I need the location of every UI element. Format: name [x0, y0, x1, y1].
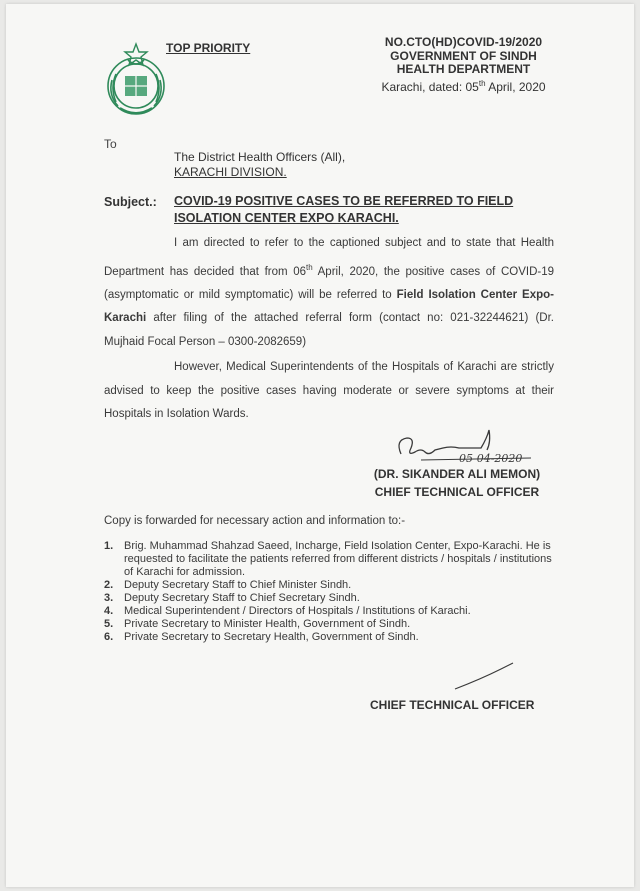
copy-list-item [104, 579, 564, 592]
copy-item-number: 2. [104, 579, 114, 591]
top-priority-label: TOP PRIORITY [166, 41, 251, 55]
letter-page [6, 4, 634, 887]
copy-item-number: 3. [104, 592, 114, 604]
copy-list-item [104, 605, 564, 618]
letter-date: Karachi, dated: 05th April, 2020 [381, 78, 546, 94]
footer-title: CHIEF TECHNICAL OFFICER [370, 698, 535, 712]
recipient-line: The District Health Officers (All), [174, 150, 346, 164]
copy-item-text: Private Secretary to Secretary Health, Government of Sindh. [124, 631, 419, 643]
recipient-address [174, 150, 345, 180]
subject-label: Subject.: [104, 195, 157, 209]
copy-list-item [104, 618, 564, 631]
sindh-emblem-icon [98, 40, 174, 122]
signatory-name: (DR. SIKANDER ALI MEMON) [373, 467, 541, 481]
copy-item-number: 6. [104, 631, 114, 643]
copy-intro: Copy is forwarded for necessary action and information to:- [104, 515, 406, 527]
copy-item-text: Deputy Secretary Staff to Chief Secretary Sindh. [124, 592, 360, 604]
copy-item-number: 1. [104, 540, 114, 552]
recipient-division: KARACHI DIVISION. [174, 165, 287, 179]
to-label: To [104, 137, 117, 151]
copy-item-number: 5. [104, 618, 114, 630]
copy-item-text: Deputy Secretary Staff to Chief Minister Sindh. [124, 579, 352, 591]
reference-number: NO.CTO(HD)COVID-19/2020 [384, 35, 543, 49]
department-name: HEALTH DEPARTMENT [396, 62, 531, 76]
government-name: GOVERNMENT OF SINDH [390, 48, 537, 63]
signature-date: 05-04-2020 [459, 452, 523, 465]
copy-item-number: 4. [104, 605, 114, 617]
signatory-block [362, 465, 552, 501]
copy-list-item [104, 592, 564, 605]
copy-item-text: Medical Superintendent / Directors of Hospitals / Institutions of Karachi. [124, 605, 471, 617]
signatory-title: CHIEF TECHNICAL OFFICER [374, 485, 540, 499]
body-paragraph-2: However, Medical Superintendents of the Hospitals of Karachi are strictly advised to keep the positive cases having moderate or severe symptoms at their Hospitals in Isolation Wards. [104, 361, 554, 420]
body-paragraph-1: I am directed to refer to the captioned subject and to state that Health Department has decided that from 06th April, 2020, the positive cases of COVID-19 (asymptomatic or mild symptomatic) will be referred to Field Isolation Center Expo-Karachi after filing of the attached referral form (contact no: 021-32244621) (Dr. Mujhaid Focal Person – 0300-2082659) [104, 237, 554, 348]
copy-item-text: Brig. Muhammad Shahzad Saeed, Incharge, Field Isolation Center, Expo-Karachi. He is requested to facilitate the patients referred from different districts / hospitals / institutions of Karachi for admission. [124, 540, 552, 578]
footer-signature-mark [451, 659, 521, 694]
copy-item-text: Private Secretary to Minister Health, Government of Sindh. [124, 618, 411, 630]
copy-list-item [104, 540, 564, 579]
copy-recipient-list [104, 540, 564, 644]
letter-header [356, 36, 571, 94]
copy-list-item [104, 631, 564, 644]
subject-text: COVID-19 POSITIVE CASES TO BE REFERRED TO FIELD ISOLATION CENTER EXPO KARACHI. [174, 194, 514, 225]
